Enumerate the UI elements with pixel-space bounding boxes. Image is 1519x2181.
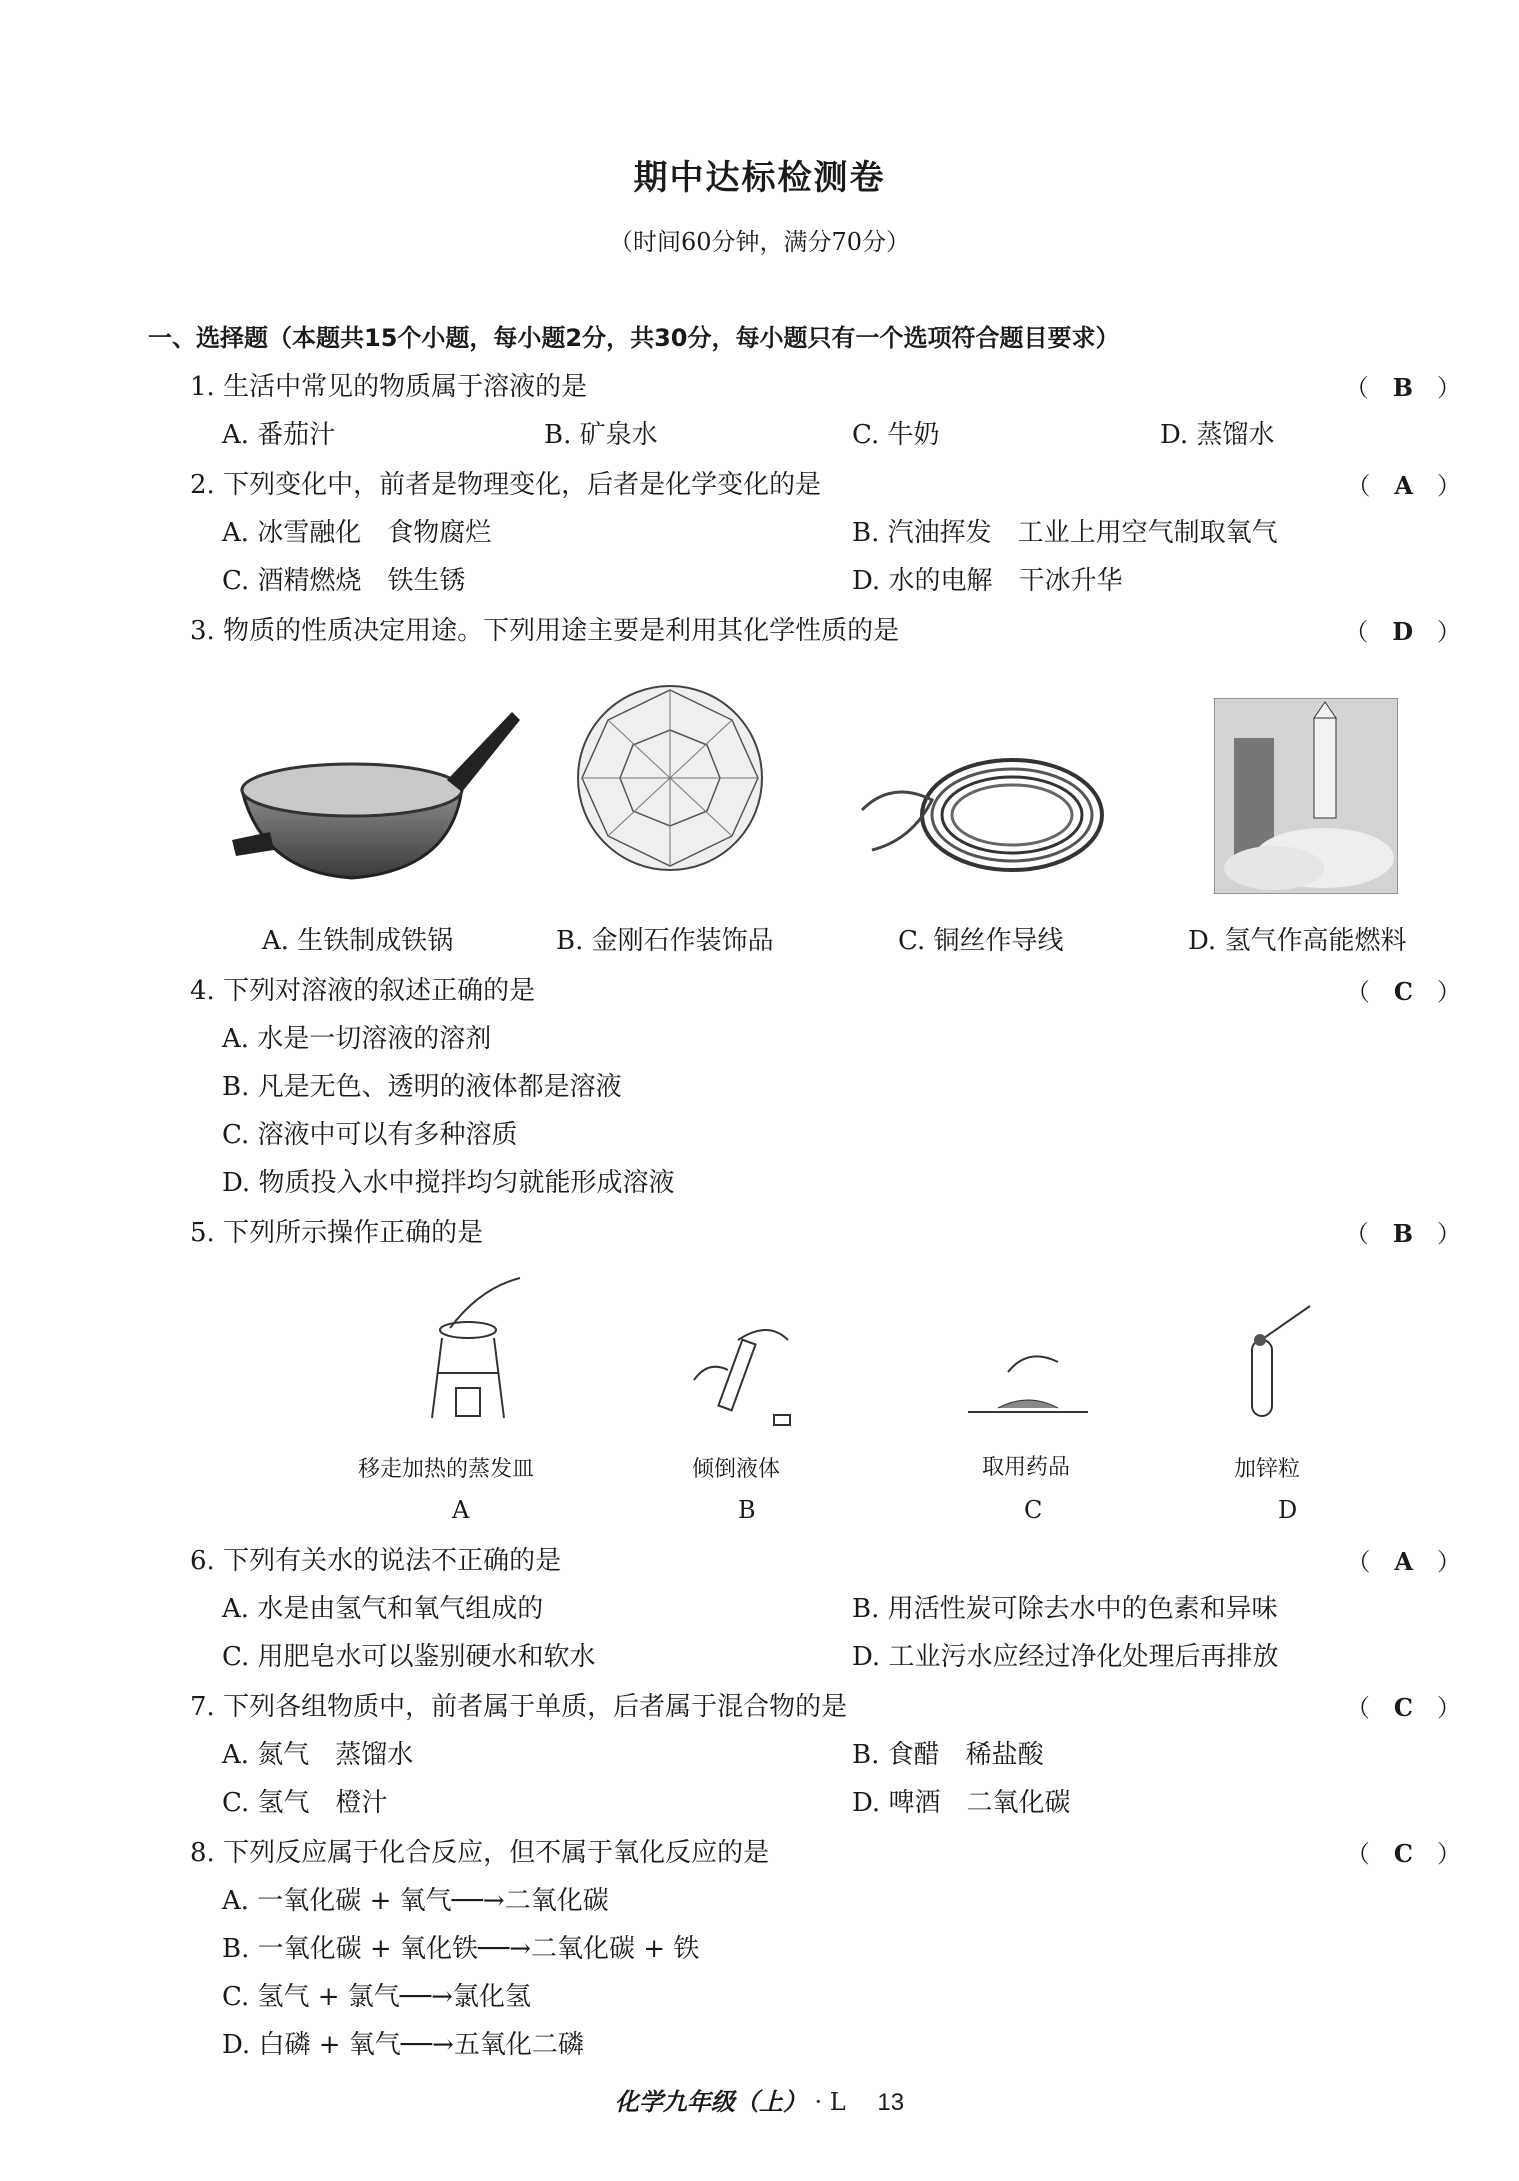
- question-2-stem: 2. 下列变化中，前者是物理变化，后者是化学变化的是: [190, 470, 822, 500]
- page-footer: [0, 2082, 1519, 2117]
- question-5-letter-a: A: [452, 1496, 470, 1524]
- pouring-liquid-illustration: [688, 1320, 798, 1430]
- question-2-option-c: C. 酒精燃烧 铁生锈: [222, 566, 466, 596]
- question-1-option-b: B. 矿泉水: [544, 420, 658, 450]
- footer-subject: 化学九年级（上）: [614, 2087, 807, 2116]
- footer-edition: · L: [814, 2088, 846, 2116]
- question-2-option-d: D. 水的电解 干冰升华: [852, 566, 1123, 596]
- question-4-option-a: A. 水是一切溶液的溶剂: [222, 1024, 492, 1054]
- page-number: 13: [877, 2089, 905, 2116]
- question-8-stem: 8. 下列反应属于化合反应，但不属于氧化反应的是: [190, 1838, 770, 1868]
- question-8-option-b: B. 一氧化碳 + 氧化铁──→二氧化碳 + 铁: [222, 1934, 700, 1964]
- question-1-stem: 1. 生活中常见的物质属于溶液的是: [190, 372, 588, 402]
- question-5-caption-d: 加锌粒: [1234, 1457, 1301, 1482]
- question-7-option-c: C. 氢气 橙汁: [222, 1788, 388, 1818]
- question-1-option-d: D. 蒸馏水: [1160, 420, 1275, 450]
- question-8-option-d: D. 白磷 + 氧气──→五氧化二磷: [222, 2030, 584, 2060]
- question-8-option-a: A. 一氧化碳 + 氧气──→二氧化碳: [222, 1886, 609, 1916]
- question-4-option-c: C. 溶液中可以有多种溶质: [222, 1120, 518, 1150]
- adding-zinc-illustration: [1240, 1300, 1320, 1420]
- question-5-letter-c: C: [1024, 1496, 1043, 1524]
- copper-wire-illustration: [852, 740, 1112, 890]
- question-7-stem: 7. 下列各组物质中，前者属于单质，后者属于混合物的是: [190, 1692, 848, 1722]
- question-6-option-a: A. 水是由氢气和氧气组成的: [222, 1594, 544, 1624]
- taking-reagent-illustration: [968, 1342, 1088, 1422]
- question-6-stem: 6. 下列有关水的说法不正确的是: [190, 1546, 562, 1576]
- question-5-answer: （ B ）: [1344, 1219, 1461, 1248]
- question-8-answer: （ C ）: [1345, 1839, 1461, 1868]
- rocket-launch-illustration: [1214, 698, 1398, 894]
- question-3-option-b: B. 金刚石作装饰品: [556, 926, 774, 956]
- question-2-answer: （ A ）: [1346, 471, 1461, 500]
- question-4-option-b: B. 凡是无色、透明的液体都是溶液: [222, 1072, 622, 1102]
- question-4-option-d: D. 物质投入水中搅拌均匀就能形成溶液: [222, 1168, 675, 1198]
- question-3-option-d: D. 氢气作高能燃料: [1188, 926, 1407, 956]
- question-2-option-b: B. 汽油挥发 工业上用空气制取氧气: [852, 518, 1278, 548]
- question-3-stem: 3. 物质的性质决定用途。下列用途主要是利用其化学性质的是: [190, 616, 900, 646]
- question-3-answer: （ D ）: [1344, 617, 1461, 646]
- question-6-option-b: B. 用活性炭可除去水中的色素和异味: [852, 1594, 1278, 1624]
- question-1-answer: （ B ）: [1344, 373, 1461, 402]
- question-5-letter-b: B: [738, 1496, 756, 1524]
- question-5-caption-a: 移走加热的蒸发皿: [358, 1457, 535, 1482]
- exam-info: （时间60分钟，满分70分）: [608, 228, 911, 256]
- diamond-illustration: [572, 680, 768, 876]
- question-1-option-c: C. 牛奶: [852, 420, 940, 450]
- question-5-stem: 5. 下列所示操作正确的是: [190, 1218, 484, 1248]
- question-3-option-a: A. 生铁制成铁锅: [262, 926, 454, 956]
- question-2-option-a: A. 冰雪融化 食物腐烂: [222, 518, 492, 548]
- question-5-letter-d: D: [1278, 1496, 1298, 1524]
- question-8-option-c: C. 氢气 + 氯气──→氯化氢: [222, 1982, 531, 2012]
- page-title: 期中达标检测卷: [633, 158, 886, 198]
- question-7-answer: （ C ）: [1345, 1693, 1461, 1722]
- question-1-option-a: A. 番茄汁: [222, 420, 336, 450]
- question-6-option-d: D. 工业污水应经过净化处理后再排放: [852, 1642, 1279, 1672]
- question-7-option-b: B. 食醋 稀盐酸: [852, 1740, 1044, 1770]
- question-4-stem: 4. 下列对溶液的叙述正确的是: [190, 976, 536, 1006]
- wok-illustration: [222, 700, 522, 900]
- question-7-option-a: A. 氮气 蒸馏水: [222, 1740, 414, 1770]
- evaporating-dish-illustration: [420, 1268, 540, 1428]
- question-7-option-d: D. 啤酒 二氧化碳: [852, 1788, 1071, 1818]
- question-5-caption-b: 倾倒液体: [692, 1457, 781, 1482]
- question-3-option-c: C. 铜丝作导线: [898, 926, 1064, 956]
- question-6-option-c: C. 用肥皂水可以鉴别硬水和软水: [222, 1642, 596, 1672]
- question-4-answer: （ C ）: [1345, 977, 1461, 1006]
- question-5-caption-c: 取用药品: [982, 1455, 1071, 1480]
- section-heading: 一、选择题（本题共15个小题，每小题2分，共30分，每小题只有一个选项符合题目要求）: [148, 324, 1120, 352]
- question-6-answer: （ A ）: [1346, 1547, 1461, 1576]
